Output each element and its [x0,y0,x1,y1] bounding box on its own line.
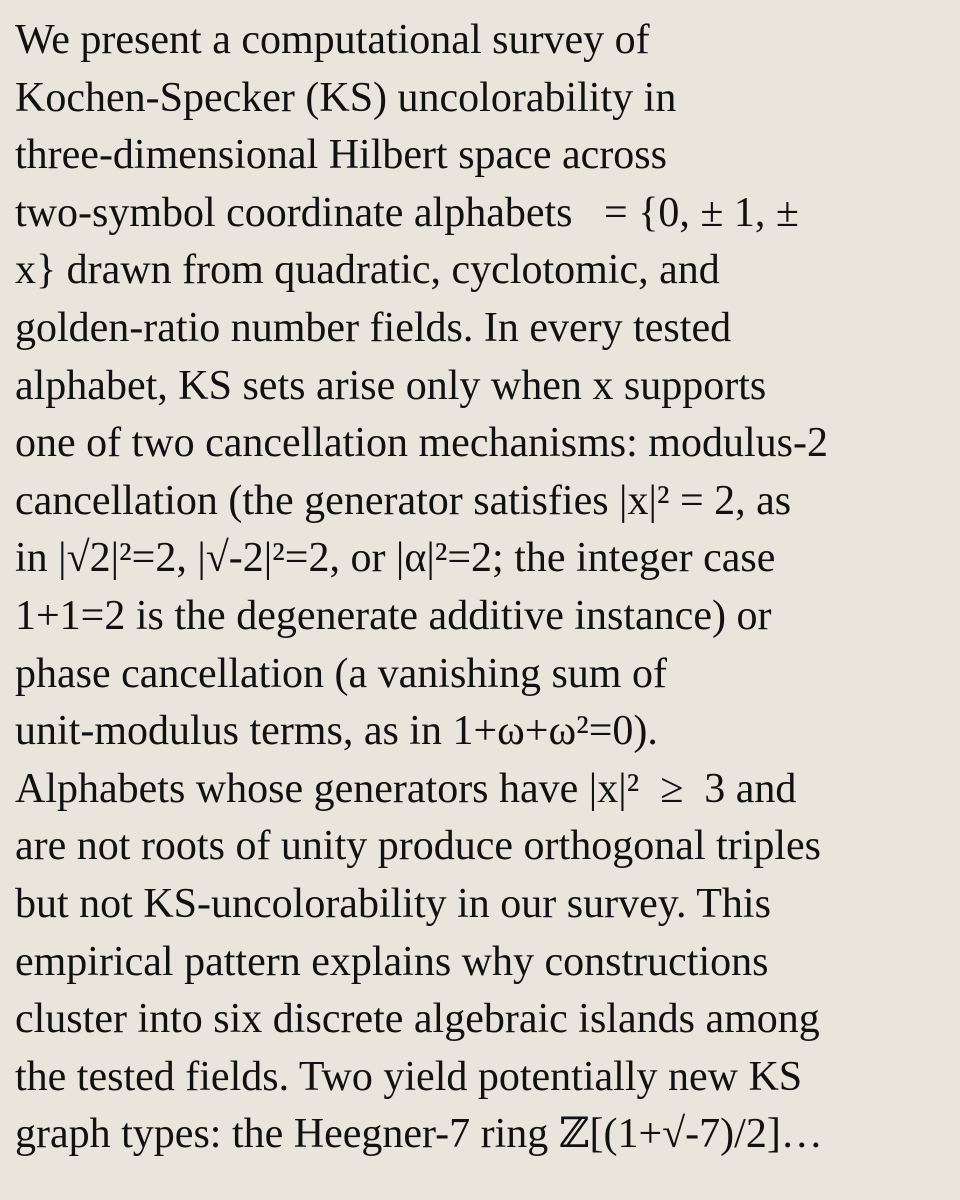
text-line: graph types: the Heegner-7 ring ℤ[(1+√-7)/2]… [15,1111,823,1158]
text-line: phase cancellation (a vanishing sum of [15,650,667,697]
text-line: three-dimensional Hilbert space across [15,132,667,179]
text-line: empirical pattern explains why constructions [15,938,769,985]
text-line: cluster into six discrete algebraic islands among [15,996,820,1043]
text-line: in |√2|²=2, |√-2|²=2, or |α|²=2; the integer case [15,535,776,582]
text-line: x} drawn from quadratic, cyclotomic, and [15,247,720,294]
text-line: but not KS-uncolorability in our survey. This [15,880,771,927]
text-line: alphabet, KS sets arise only when x supports [15,362,767,409]
text-line: unit-modulus terms, as in 1+ω+ω²=0). [15,708,658,755]
text-line: Kochen-Specker (KS) uncolorability in [15,74,677,121]
text-line: are not roots of unity produce orthogonal triples [15,823,821,870]
text-line: We present a computational survey of [15,17,650,63]
text-line: 1+1=2 is the degenerate additive instance) or [15,592,772,639]
text-line: two-symbol coordinate alphabets = {0, ± 1, ± [15,189,799,236]
text-line: the tested fields. Two yield potentially new KS [15,1053,803,1100]
text-line: one of two cancellation mechanisms: modulus-2 [15,420,828,467]
text-line: Alphabets whose generators have |x|² ≥ 3 and [15,765,797,812]
text-line: cancellation (the generator satisfies |x|² = 2, as [15,477,792,524]
text-line: golden-ratio number fields. In every tested [15,304,732,351]
